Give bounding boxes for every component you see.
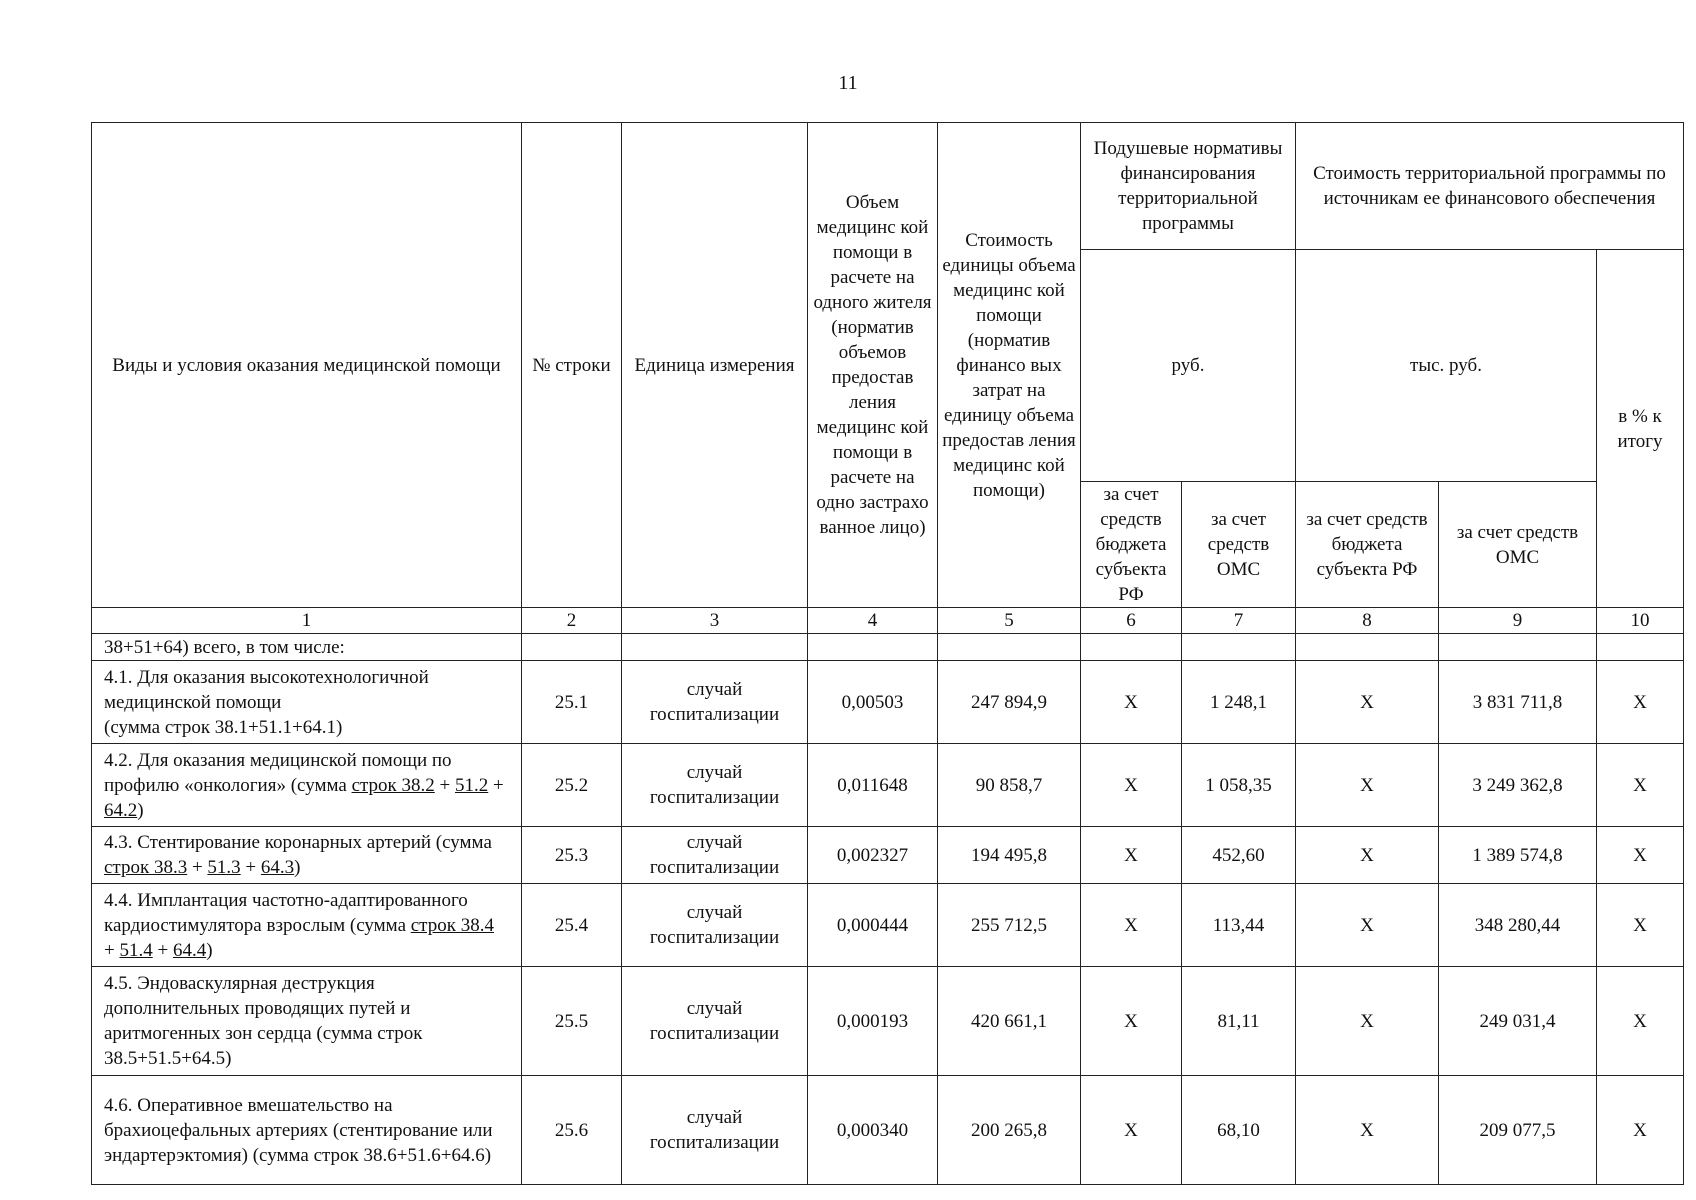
row-reference: 64.3	[260, 857, 295, 878]
cell-volume: 0,000340	[808, 1076, 938, 1185]
row-name-text: 4.1. Для оказания высокотехнологичной медицинской помощи	[104, 666, 429, 713]
cell-oms-thousand: 348 280,44	[1439, 884, 1597, 967]
header-oms-rub: за счет средств ОМС	[1182, 482, 1296, 608]
cell-unit-cost: 200 265,8	[938, 1076, 1081, 1185]
row-name	[92, 661, 522, 744]
cell-oms-thousand: 1 389 574,8	[1439, 827, 1597, 884]
header-row-1	[92, 123, 1684, 250]
row-reference: строк 38.2	[351, 774, 435, 796]
cell-oms-rub: 113,44	[1182, 884, 1296, 967]
cell-line-number: 25.6	[522, 1076, 622, 1185]
header-unit-rub: руб.	[1081, 250, 1296, 482]
column-number: 5	[938, 608, 1081, 634]
cell-unit: случай госпитализации	[622, 661, 808, 744]
cell-unit-cost: 247 894,9	[938, 661, 1081, 744]
continuation-row	[92, 634, 1684, 661]
cell-unit-cost: 420 661,1	[938, 967, 1081, 1076]
cell-unit-cost: 90 858,7	[938, 744, 1081, 827]
row-reference: 51.2	[454, 774, 489, 796]
column-number: 10	[1597, 608, 1684, 634]
table-row	[92, 827, 1684, 884]
cell-oms-rub: 81,11	[1182, 967, 1296, 1076]
cell-budget-rub: Х	[1081, 744, 1182, 827]
row-name-text: )	[294, 857, 301, 878]
header-line-no: № строки	[522, 123, 622, 608]
row-name-text: 4.5. Эндоваскулярная деструкция дополнительных проводящих путей и аритмогенных зон сердца (сумма строк 38.5+51.5+64.5)	[104, 973, 423, 1069]
row-name-text: +	[488, 774, 504, 796]
row-name-text: +	[434, 774, 455, 796]
cell-budget-rub: Х	[1081, 967, 1182, 1076]
cell-oms-thousand: 209 077,5	[1439, 1076, 1597, 1185]
cell-unit: случай госпитализации	[622, 967, 808, 1076]
cell-oms-thousand: 249 031,4	[1439, 967, 1597, 1076]
cell-percent: Х	[1597, 744, 1684, 827]
cell-line-number: 25.1	[522, 661, 622, 744]
row-reference: 51.4	[119, 939, 153, 961]
cell-budget-thousand: Х	[1296, 967, 1439, 1076]
table-row	[92, 1076, 1684, 1185]
row-name	[92, 884, 522, 967]
header-budget-thousand: за счет средств бюджета субъекта РФ	[1296, 482, 1439, 608]
cell-budget-rub: Х	[1081, 884, 1182, 967]
cell-volume: 0,000193	[808, 967, 938, 1076]
header-per-capita-group: Подушевые нормативы финансирования территориальной программы	[1081, 123, 1296, 250]
cell-budget-thousand: Х	[1296, 884, 1439, 967]
cell-budget-thousand: Х	[1296, 661, 1439, 744]
row-name	[92, 967, 522, 1076]
row-name	[92, 744, 522, 827]
row-name	[92, 1076, 522, 1185]
cell-unit-cost: 194 495,8	[938, 827, 1081, 884]
cell-percent: Х	[1597, 884, 1684, 967]
row-reference: 64.2	[104, 799, 138, 821]
row-name-text: +	[152, 939, 173, 961]
cell-volume: 0,00503	[808, 661, 938, 744]
cell-budget-rub: Х	[1081, 661, 1182, 744]
table-row	[92, 661, 1684, 744]
cell-budget-thousand: Х	[1296, 744, 1439, 827]
column-number-row	[92, 608, 1684, 634]
row-reference: строк 38.3	[104, 857, 188, 878]
column-number: 9	[1439, 608, 1597, 634]
row-name-text: 4.6. Оперативное вмешательство на брахиоцефальных артериях (стентирование или эндартерэктомия) (сумма строк 38.6+51.6+64.6)	[104, 1094, 493, 1166]
header-volume: Объем медицинс кой помощи в расчете на одного жителя (норматив объемов предостав ления медицинс кой помощи в расчете на одно застрахо ванное лицо)	[808, 123, 938, 608]
cell-oms-thousand: 3 249 362,8	[1439, 744, 1597, 827]
cell-budget-rub: Х	[1081, 827, 1182, 884]
cell-budget-thousand: Х	[1296, 827, 1439, 884]
cell-percent: Х	[1597, 661, 1684, 744]
program-cost-table	[91, 122, 1684, 1185]
header-program-cost-group: Стоимость территориальной программы по источникам ее финансового обеспечения	[1296, 123, 1684, 250]
row-reference: 64.4	[172, 939, 207, 961]
row-name-text: (сумма строк 38.1+51.1+64.1)	[104, 716, 343, 738]
column-number: 3	[622, 608, 808, 634]
cell-unit: случай госпитализации	[622, 744, 808, 827]
cell-line-number: 25.3	[522, 827, 622, 884]
header-unit: Единица измерения	[622, 123, 808, 608]
cell-oms-rub: 68,10	[1182, 1076, 1296, 1185]
cell-volume: 0,002327	[808, 827, 938, 884]
header-kind: Виды и условия оказания медицинской помощи	[92, 123, 522, 608]
cell-budget-rub: Х	[1081, 1076, 1182, 1185]
cell-oms-rub: 1 058,35	[1182, 744, 1296, 827]
cell-percent: Х	[1597, 827, 1684, 884]
cell-volume: 0,011648	[808, 744, 938, 827]
cell-budget-thousand: Х	[1296, 1076, 1439, 1185]
row-name-text: +	[240, 857, 261, 878]
row-name-text: 4.3. Стентирование коронарных артерий (сумма	[104, 832, 492, 853]
cell-percent: Х	[1597, 1076, 1684, 1185]
cell-unit: случай госпитализации	[622, 827, 808, 884]
cell-oms-rub: 1 248,1	[1182, 661, 1296, 744]
continuation-text: 38+51+64) всего, в том числе:	[92, 634, 522, 661]
table-row	[92, 967, 1684, 1076]
cell-unit: случай госпитализации	[622, 1076, 808, 1185]
cell-oms-rub: 452,60	[1182, 827, 1296, 884]
table-row	[92, 884, 1684, 967]
column-number: 6	[1081, 608, 1182, 634]
data-rows	[92, 661, 1684, 1185]
column-number: 4	[808, 608, 938, 634]
cell-line-number: 25.2	[522, 744, 622, 827]
row-reference: 51.3	[207, 857, 241, 878]
column-number: 2	[522, 608, 622, 634]
header-cost: Стоимость единицы объема медицинс кой помощи (норматив финансо вых затрат на единицу объема предостав ления медицинс кой помощи)	[938, 123, 1081, 608]
cell-line-number: 25.5	[522, 967, 622, 1076]
cell-oms-thousand: 3 831 711,8	[1439, 661, 1597, 744]
row-reference: строк 38.4	[410, 914, 494, 936]
page-number: 11	[838, 72, 858, 94]
cell-percent: Х	[1597, 967, 1684, 1076]
table-row	[92, 744, 1684, 827]
row-name-text: )	[137, 799, 144, 821]
row-name-text: +	[104, 939, 120, 961]
row-name-text: 4.2. Для оказания медицинской помощи по профилю «онкология» (сумма	[104, 749, 452, 796]
cell-line-number: 25.4	[522, 884, 622, 967]
row-name	[92, 827, 522, 884]
header-oms-thousand: за счет средств ОМС	[1439, 482, 1597, 608]
column-number: 7	[1182, 608, 1296, 634]
column-number: 8	[1296, 608, 1439, 634]
header-percent: в % к итогу	[1597, 250, 1684, 608]
header-unit-thousand-rub: тыс. руб.	[1296, 250, 1597, 482]
row-name-text: +	[187, 857, 208, 878]
row-name-text: )	[206, 939, 213, 961]
header-budget-rub: за счет средств бюджета субъекта РФ	[1081, 482, 1182, 608]
column-number: 1	[92, 608, 522, 634]
cell-unit-cost: 255 712,5	[938, 884, 1081, 967]
cell-unit: случай госпитализации	[622, 884, 808, 967]
row-name-text: 4.4. Имплантация частотно-адаптированного кардиостимулятора взрослым (сумма	[104, 889, 468, 936]
cell-volume: 0,000444	[808, 884, 938, 967]
